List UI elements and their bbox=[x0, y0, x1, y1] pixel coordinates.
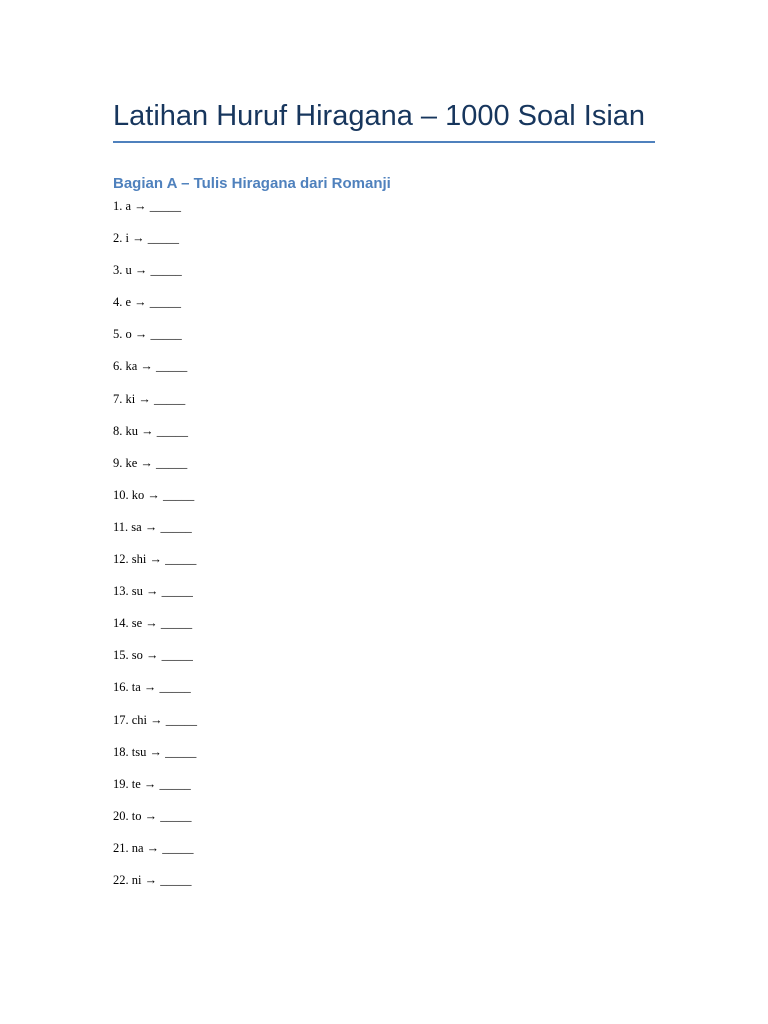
exercise-item: 14. se → _____ bbox=[113, 616, 193, 631]
exercise-item: 15. so → _____ bbox=[113, 648, 193, 663]
exercise-item: 20. to → _____ bbox=[113, 808, 192, 823]
exercise-item: 2. i → _____ bbox=[113, 231, 179, 246]
exercise-list bbox=[113, 197, 655, 889]
exercise-item: 22. ni → _____ bbox=[113, 872, 192, 887]
exercise-item: 4. e → _____ bbox=[113, 295, 182, 310]
exercise-item: 21. na → _____ bbox=[113, 840, 194, 855]
title-divider bbox=[113, 141, 655, 143]
exercise-item: 17. chi → _____ bbox=[113, 712, 198, 727]
exercise-item: 13. su → _____ bbox=[113, 584, 193, 599]
exercise-item: 3. u → _____ bbox=[113, 263, 182, 278]
exercise-item: 11. sa → _____ bbox=[113, 519, 192, 534]
exercise-item: 9. ke → _____ bbox=[113, 455, 188, 470]
document-title: Latihan Huruf Hiragana – 1000 Soal Isian bbox=[113, 100, 646, 132]
exercise-item: 8. ku → _____ bbox=[113, 423, 188, 438]
exercise-item: 1. a → _____ bbox=[113, 199, 182, 213]
document-page bbox=[113, 0, 655, 903]
exercise-item: 5. o → _____ bbox=[113, 327, 182, 342]
exercise-item: 6. ka → _____ bbox=[113, 359, 188, 374]
exercise-item: 19. te → _____ bbox=[113, 776, 191, 791]
section-heading: Bagian A – Tulis Hiragana dari Romanji bbox=[113, 175, 391, 192]
exercise-item: 18. tsu → _____ bbox=[113, 744, 197, 759]
exercise-item: 16. ta → _____ bbox=[113, 680, 191, 695]
exercise-item: 12. shi → _____ bbox=[113, 552, 197, 567]
exercise-item: 10. ko → _____ bbox=[113, 487, 195, 502]
exercise-item: 7. ki → _____ bbox=[113, 391, 186, 406]
